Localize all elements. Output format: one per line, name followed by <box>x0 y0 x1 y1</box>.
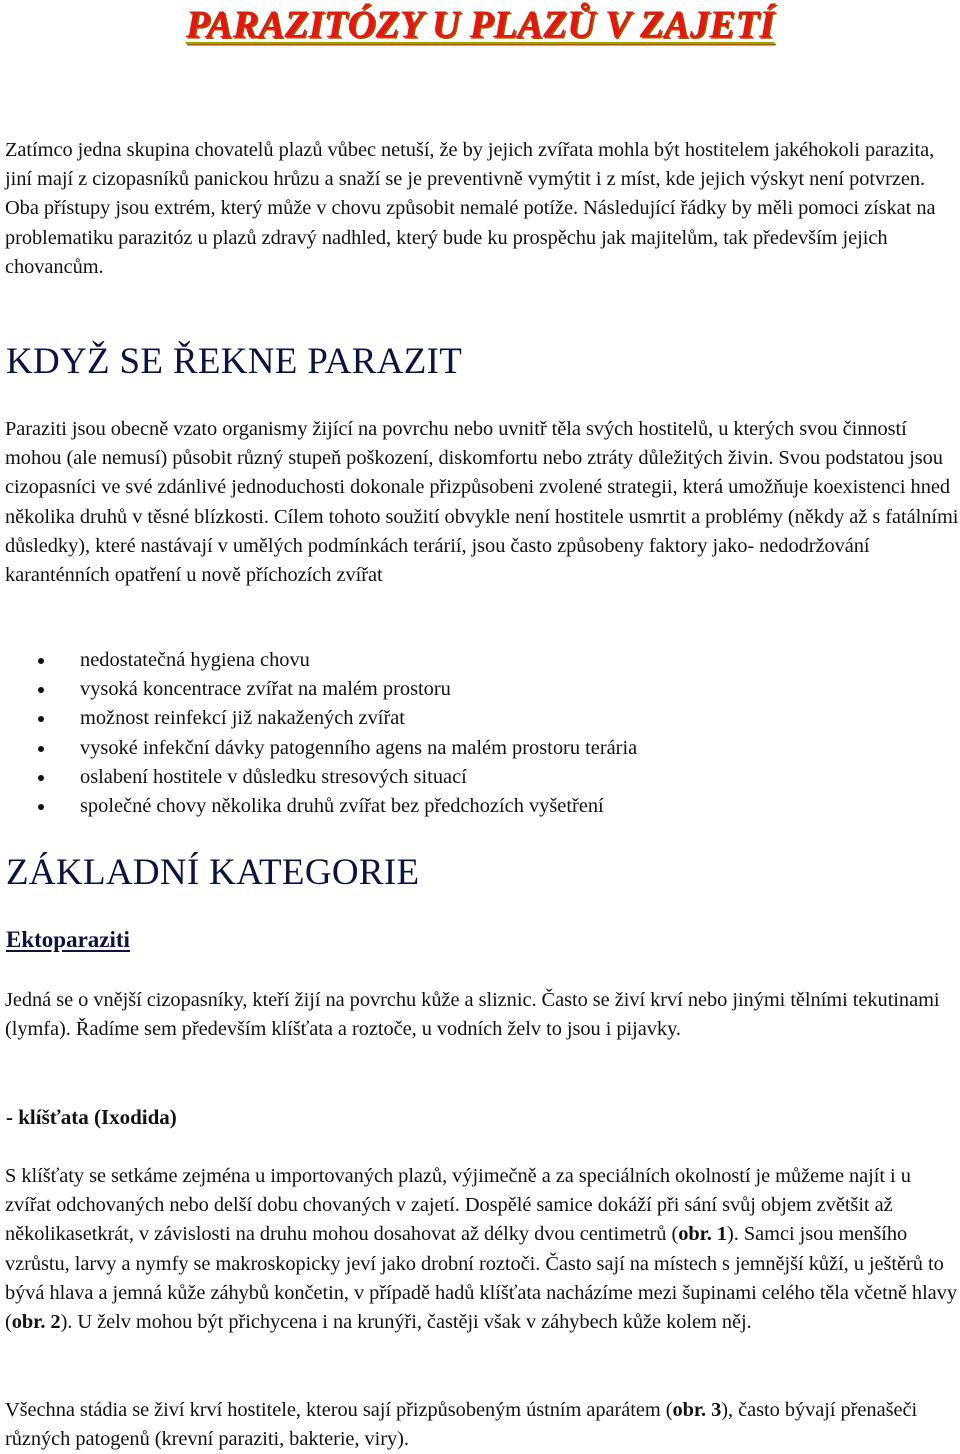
list-item-text: možnost reinfekcí již nakažených zvířat <box>80 707 405 730</box>
list-item <box>0 792 637 821</box>
figure-reference: obr. 3 <box>672 1399 722 1421</box>
list-item-text: vysoké infekční dávky patogenního agens na malém prostoru terária <box>80 736 638 759</box>
subheading-ektoparaziti: Ektoparaziti <box>6 927 130 952</box>
klistata-paragraph-2 <box>5 1396 960 1454</box>
section-heading-kategorie: ZÁKLADNÍ KATEGORIE <box>6 852 420 893</box>
section-heading-parazit: KDYŽ SE ŘEKNE PARAZIT <box>6 341 463 382</box>
document-title: PARAZITÓZY U PLAZŮ V ZAJETÍ <box>185 3 775 46</box>
bullet-icon <box>38 687 44 693</box>
figure-reference: obr. 2 <box>11 1311 61 1334</box>
list-item <box>0 734 637 763</box>
list-item-text: nedostatečná hygiena chovu <box>80 649 310 671</box>
list-item <box>0 704 637 733</box>
text-run: ). Samci jsou menšího vzrůstu, larvy a nymfy se makroskopicky jeví jako drobní roztoči. Často sají na místech s jemnější kůží, u ještěrů to bývá hlava a jemná kůže záhybů končetin, v případě hadů klíšťata nacházíme mezi šupinami celého těla včetně hlavy ( <box>5 1223 957 1334</box>
subheading-klistata: - klíšťata (Ixodida) <box>6 1105 177 1129</box>
bullet-icon <box>38 716 44 722</box>
list-item <box>0 646 637 675</box>
text-run: ), často bývají přenašeči různých patogenů (krevní paraziti, bakterie, viry). <box>5 1399 918 1451</box>
list-item <box>0 763 637 792</box>
parazit-paragraph: Paraziti jsou obecně vzato organismy žijící na povrchu nebo uvnitř těla svých hostitelů, u kterých svou činností mohou (ale nemusí) působit různý stupeň poškození, diskomfortu nebo ztráty důležitých živin. Svou podstatou jsou cizopasníci ve své zdánlivé jednoduchosti dokonale přizpůsobeni zvolené strategii, která umožňuje koexistenci hned několika druhů v těsné blízkosti. Cílem tohoto soužití obvykle není hostitele usmrtit a problémy (někdy až s fatálními důsledky), které nastávají v umělých podmínkách terárií, jsou často způsobeny faktory jako- nedodržování karanténních opatření u nově příchozích zvířat <box>5 418 959 587</box>
intro-paragraph: Zatímco jedna skupina chovatelů plazů vůbec netuší, že by jejich zvířata mohla být hostitelem jakéhokoli parazita, jiní mají z cizopasníků panickou hrůzu a snaží se je preventivně vymýtit i z míst, kde jejich výskyt není potvrzen. Oba přístupy jsou extrém, který může v chovu způsobit nemalé potíže. Následující řádky by měli pomoci získat na problematiku parazitóz u plazů zdravý nadhled, který bude ku prospěchu jak majitelům, tak především jejich chovancům. <box>5 139 936 278</box>
bullet-icon <box>38 775 44 781</box>
list-item-text: vysoká koncentrace zvířat na malém prostoru <box>80 678 451 701</box>
text-run: S klíšťaty se setkáme zejména u importovaných plazů, výjimečně a za speciálních okolností je můžeme najít i u zvířat odchovaných nebo delší dobu chovaných v zajetí. Dospělé samice dokáží při sání svůj objem zvětšit až několikasetkrát, v závislosti na druhu mohou dosahovat až délky dvou centimetrů ( <box>5 1165 911 1246</box>
bullet-icon <box>38 746 44 752</box>
bullet-icon <box>38 658 44 664</box>
figure-reference: obr. 1 <box>678 1223 728 1246</box>
text-run: ). U želv mohou být přichycena i na krunýři, častěji však v záhybech kůže kolem něj. <box>60 1311 752 1334</box>
klistata-paragraph <box>5 1162 960 1337</box>
risk-factor-list <box>0 646 637 821</box>
list-item-text: společné chovy několika druhů zvířat bez předchozích vyšetření <box>80 795 604 818</box>
bullet-icon <box>38 804 44 810</box>
ektoparaziti-paragraph: Jedná se o vnější cizopasníky, kteří žijí na povrchu kůže a sliznic. Často se živí krví nebo jinými tělními tekutinami (lymfa). Řadíme sem především klíšťata a roztoče, u vodních želv to jsou i pijavky. <box>5 989 940 1041</box>
list-item <box>0 675 637 704</box>
list-item-text: oslabení hostitele v důsledku stresových situací <box>80 765 467 788</box>
text-run: Všechna stádia se živí krví hostitele, kterou sají přizpůsobeným ústním aparátem ( <box>5 1399 673 1421</box>
